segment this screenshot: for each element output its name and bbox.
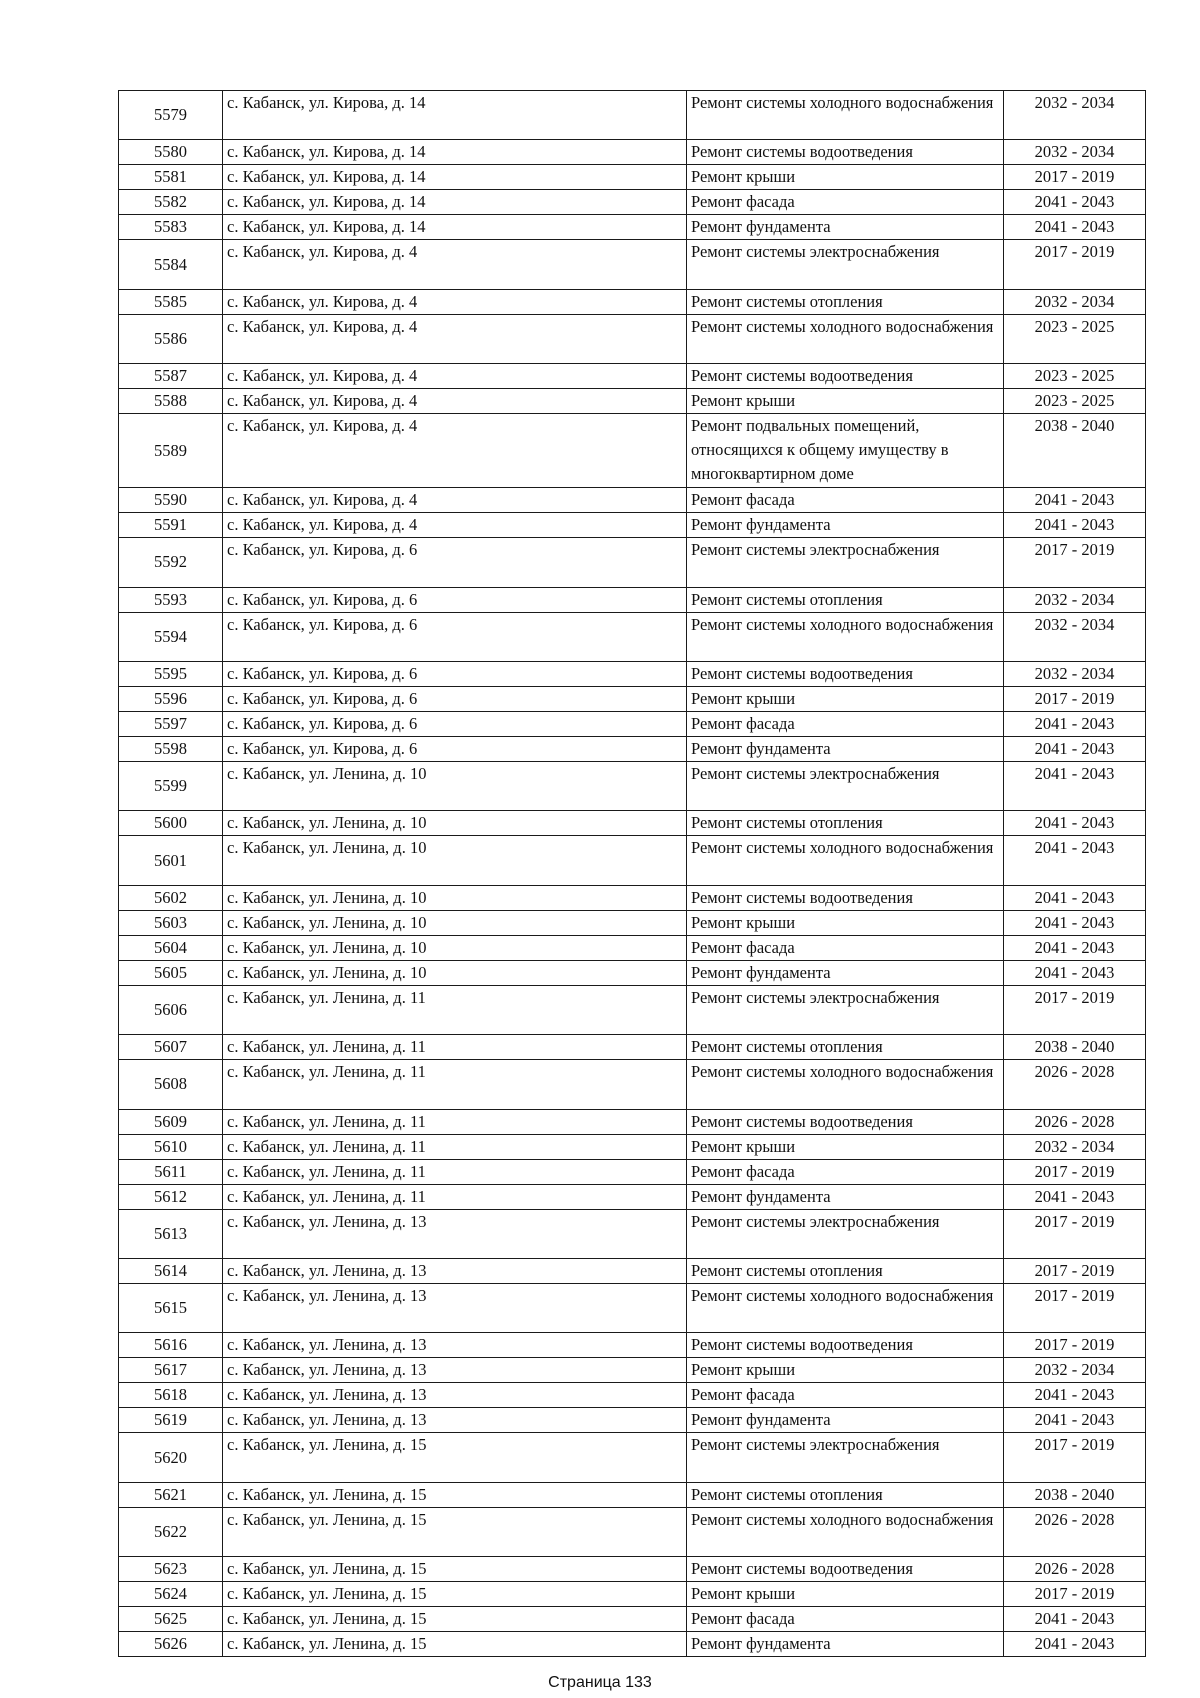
- period-cell: 2041 - 2043: [1004, 960, 1146, 985]
- period-cell: 2041 - 2043: [1004, 935, 1146, 960]
- row-number-cell: 5606: [119, 985, 223, 1034]
- address-cell: с. Кабанск, ул. Ленина, д. 11: [223, 1184, 687, 1209]
- work-type-cell: Ремонт фундамента: [687, 1184, 1004, 1209]
- document-page: [118, 90, 1145, 1657]
- period-cell: 2032 - 2034: [1004, 662, 1146, 687]
- table-row: [119, 215, 1146, 240]
- table-row: [119, 687, 1146, 712]
- period-cell: 2041 - 2043: [1004, 762, 1146, 811]
- work-type-cell: Ремонт фундамента: [687, 215, 1004, 240]
- address-cell: с. Кабанск, ул. Кирова, д. 4: [223, 513, 687, 538]
- work-type-cell: Ремонт системы водоотведения: [687, 662, 1004, 687]
- row-number-cell: 5590: [119, 488, 223, 513]
- work-type-cell: Ремонт системы электроснабжения: [687, 762, 1004, 811]
- row-number-cell: 5601: [119, 836, 223, 885]
- row-number-cell: 5579: [119, 91, 223, 140]
- table-row: [119, 910, 1146, 935]
- table-row: [119, 935, 1146, 960]
- address-cell: с. Кабанск, ул. Кирова, д. 6: [223, 612, 687, 661]
- work-type-cell: Ремонт системы водоотведения: [687, 885, 1004, 910]
- period-cell: 2023 - 2025: [1004, 314, 1146, 363]
- work-type-cell: Ремонт системы водоотведения: [687, 364, 1004, 389]
- address-cell: с. Кабанск, ул. Ленина, д. 15: [223, 1482, 687, 1507]
- row-number-cell: 5597: [119, 712, 223, 737]
- row-number-cell: 5621: [119, 1482, 223, 1507]
- table-row: [119, 538, 1146, 587]
- row-number-cell: 5587: [119, 364, 223, 389]
- period-cell: 2032 - 2034: [1004, 1358, 1146, 1383]
- address-cell: с. Кабанск, ул. Ленина, д. 10: [223, 811, 687, 836]
- period-cell: 2041 - 2043: [1004, 1632, 1146, 1657]
- row-number-cell: 5582: [119, 190, 223, 215]
- work-type-cell: Ремонт фасада: [687, 935, 1004, 960]
- period-cell: 2038 - 2040: [1004, 414, 1146, 488]
- row-number-cell: 5620: [119, 1433, 223, 1482]
- table-row: [119, 364, 1146, 389]
- period-cell: 2041 - 2043: [1004, 513, 1146, 538]
- address-cell: с. Кабанск, ул. Кирова, д. 6: [223, 687, 687, 712]
- table-row: [119, 91, 1146, 140]
- table-row: [119, 1259, 1146, 1284]
- work-type-cell: Ремонт системы водоотведения: [687, 1333, 1004, 1358]
- row-number-cell: 5611: [119, 1159, 223, 1184]
- period-cell: 2023 - 2025: [1004, 364, 1146, 389]
- address-cell: с. Кабанск, ул. Ленина, д. 15: [223, 1632, 687, 1657]
- row-number-cell: 5622: [119, 1507, 223, 1556]
- period-cell: 2017 - 2019: [1004, 1333, 1146, 1358]
- table-row: [119, 389, 1146, 414]
- period-cell: 2023 - 2025: [1004, 389, 1146, 414]
- table-row: [119, 165, 1146, 190]
- row-number-cell: 5624: [119, 1582, 223, 1607]
- address-cell: с. Кабанск, ул. Ленина, д. 11: [223, 985, 687, 1034]
- table-row: [119, 985, 1146, 1034]
- address-cell: с. Кабанск, ул. Ленина, д. 15: [223, 1607, 687, 1632]
- work-type-cell: Ремонт системы отопления: [687, 587, 1004, 612]
- period-cell: 2032 - 2034: [1004, 140, 1146, 165]
- period-cell: 2026 - 2028: [1004, 1109, 1146, 1134]
- row-number-cell: 5602: [119, 885, 223, 910]
- work-type-cell: Ремонт системы водоотведения: [687, 1109, 1004, 1134]
- work-type-cell: Ремонт фасада: [687, 488, 1004, 513]
- address-cell: с. Кабанск, ул. Ленина, д. 10: [223, 935, 687, 960]
- work-type-cell: Ремонт системы холодного водоснабжения: [687, 612, 1004, 661]
- address-cell: с. Кабанск, ул. Ленина, д. 11: [223, 1159, 687, 1184]
- work-type-cell: Ремонт системы отопления: [687, 1482, 1004, 1507]
- period-cell: 2041 - 2043: [1004, 836, 1146, 885]
- row-number-cell: 5619: [119, 1408, 223, 1433]
- row-number-cell: 5605: [119, 960, 223, 985]
- address-cell: с. Кабанск, ул. Кирова, д. 6: [223, 712, 687, 737]
- work-type-cell: Ремонт системы холодного водоснабжения: [687, 1284, 1004, 1333]
- table-row: [119, 712, 1146, 737]
- table-row: [119, 414, 1146, 488]
- period-cell: 2032 - 2034: [1004, 91, 1146, 140]
- work-type-cell: Ремонт системы электроснабжения: [687, 1209, 1004, 1258]
- address-cell: с. Кабанск, ул. Ленина, д. 15: [223, 1433, 687, 1482]
- table-row: [119, 1507, 1146, 1556]
- period-cell: 2041 - 2043: [1004, 190, 1146, 215]
- address-cell: с. Кабанск, ул. Ленина, д. 13: [223, 1259, 687, 1284]
- row-number-cell: 5616: [119, 1333, 223, 1358]
- period-cell: 2032 - 2034: [1004, 1134, 1146, 1159]
- row-number-cell: 5626: [119, 1632, 223, 1657]
- address-cell: с. Кабанск, ул. Ленина, д. 13: [223, 1408, 687, 1433]
- work-type-cell: Ремонт крыши: [687, 165, 1004, 190]
- table-row: [119, 1582, 1146, 1607]
- table-row: [119, 612, 1146, 661]
- row-number-cell: 5586: [119, 314, 223, 363]
- address-cell: с. Кабанск, ул. Кирова, д. 4: [223, 289, 687, 314]
- row-number-cell: 5604: [119, 935, 223, 960]
- period-cell: 2041 - 2043: [1004, 885, 1146, 910]
- period-cell: 2017 - 2019: [1004, 240, 1146, 289]
- row-number-cell: 5581: [119, 165, 223, 190]
- row-number-cell: 5610: [119, 1134, 223, 1159]
- table-row: [119, 885, 1146, 910]
- table-row: [119, 836, 1146, 885]
- period-cell: 2041 - 2043: [1004, 1607, 1146, 1632]
- address-cell: с. Кабанск, ул. Кирова, д. 4: [223, 240, 687, 289]
- address-cell: с. Кабанск, ул. Кирова, д. 4: [223, 314, 687, 363]
- period-cell: 2041 - 2043: [1004, 1408, 1146, 1433]
- period-cell: 2032 - 2034: [1004, 587, 1146, 612]
- address-cell: с. Кабанск, ул. Ленина, д. 15: [223, 1557, 687, 1582]
- work-type-cell: Ремонт крыши: [687, 1358, 1004, 1383]
- address-cell: с. Кабанск, ул. Кирова, д. 6: [223, 737, 687, 762]
- row-number-cell: 5594: [119, 612, 223, 661]
- row-number-cell: 5607: [119, 1035, 223, 1060]
- work-type-cell: Ремонт фундамента: [687, 1632, 1004, 1657]
- work-type-cell: Ремонт фасада: [687, 712, 1004, 737]
- table-row: [119, 1060, 1146, 1109]
- address-cell: с. Кабанск, ул. Ленина, д. 13: [223, 1383, 687, 1408]
- address-cell: с. Кабанск, ул. Кирова, д. 4: [223, 414, 687, 488]
- table-row: [119, 289, 1146, 314]
- work-type-cell: Ремонт системы отопления: [687, 811, 1004, 836]
- row-number-cell: 5593: [119, 587, 223, 612]
- work-type-cell: Ремонт системы отопления: [687, 289, 1004, 314]
- table-row: [119, 811, 1146, 836]
- table-row: [119, 1284, 1146, 1333]
- work-type-cell: Ремонт крыши: [687, 687, 1004, 712]
- work-type-cell: Ремонт системы холодного водоснабжения: [687, 314, 1004, 363]
- work-type-cell: Ремонт фундамента: [687, 737, 1004, 762]
- table-row: [119, 960, 1146, 985]
- work-type-cell: Ремонт системы электроснабжения: [687, 985, 1004, 1034]
- row-number-cell: 5625: [119, 1607, 223, 1632]
- table-row: [119, 762, 1146, 811]
- address-cell: с. Кабанск, ул. Ленина, д. 13: [223, 1209, 687, 1258]
- work-type-cell: Ремонт фундамента: [687, 513, 1004, 538]
- address-cell: с. Кабанск, ул. Кирова, д. 14: [223, 140, 687, 165]
- work-type-cell: Ремонт крыши: [687, 910, 1004, 935]
- table-row: [119, 1358, 1146, 1383]
- period-cell: 2017 - 2019: [1004, 538, 1146, 587]
- address-cell: с. Кабанск, ул. Ленина, д. 10: [223, 910, 687, 935]
- table-row: [119, 1632, 1146, 1657]
- row-number-cell: 5589: [119, 414, 223, 488]
- work-type-cell: Ремонт подвальных помещений, относящихся к общему имуществу в многоквартирном доме: [687, 414, 1004, 488]
- table-row: [119, 488, 1146, 513]
- table-row: [119, 737, 1146, 762]
- row-number-cell: 5599: [119, 762, 223, 811]
- period-cell: 2017 - 2019: [1004, 165, 1146, 190]
- row-number-cell: 5583: [119, 215, 223, 240]
- row-number-cell: 5591: [119, 513, 223, 538]
- row-number-cell: 5623: [119, 1557, 223, 1582]
- row-number-cell: 5603: [119, 910, 223, 935]
- period-cell: 2017 - 2019: [1004, 1259, 1146, 1284]
- work-type-cell: Ремонт фасада: [687, 1607, 1004, 1632]
- table-row: [119, 1383, 1146, 1408]
- address-cell: с. Кабанск, ул. Кирова, д. 14: [223, 91, 687, 140]
- table-body: [119, 91, 1146, 1657]
- address-cell: с. Кабанск, ул. Ленина, д. 13: [223, 1358, 687, 1383]
- period-cell: 2041 - 2043: [1004, 215, 1146, 240]
- table-row: [119, 662, 1146, 687]
- period-cell: 2017 - 2019: [1004, 985, 1146, 1034]
- row-number-cell: 5592: [119, 538, 223, 587]
- row-number-cell: 5598: [119, 737, 223, 762]
- period-cell: 2041 - 2043: [1004, 712, 1146, 737]
- period-cell: 2017 - 2019: [1004, 687, 1146, 712]
- repair-schedule-table: [118, 90, 1146, 1657]
- address-cell: с. Кабанск, ул. Ленина, д. 11: [223, 1134, 687, 1159]
- work-type-cell: Ремонт системы холодного водоснабжения: [687, 91, 1004, 140]
- table-row: [119, 1184, 1146, 1209]
- period-cell: 2038 - 2040: [1004, 1482, 1146, 1507]
- work-type-cell: Ремонт фундамента: [687, 960, 1004, 985]
- period-cell: 2026 - 2028: [1004, 1060, 1146, 1109]
- row-number-cell: 5618: [119, 1383, 223, 1408]
- table-row: [119, 1159, 1146, 1184]
- table-row: [119, 1408, 1146, 1433]
- row-number-cell: 5615: [119, 1284, 223, 1333]
- address-cell: с. Кабанск, ул. Ленина, д. 10: [223, 885, 687, 910]
- address-cell: с. Кабанск, ул. Кирова, д. 6: [223, 538, 687, 587]
- address-cell: с. Кабанск, ул. Ленина, д. 15: [223, 1507, 687, 1556]
- table-row: [119, 1557, 1146, 1582]
- table-row: [119, 1035, 1146, 1060]
- row-number-cell: 5580: [119, 140, 223, 165]
- work-type-cell: Ремонт фасада: [687, 1159, 1004, 1184]
- address-cell: с. Кабанск, ул. Ленина, д. 10: [223, 836, 687, 885]
- row-number-cell: 5609: [119, 1109, 223, 1134]
- work-type-cell: Ремонт фасада: [687, 1383, 1004, 1408]
- table-row: [119, 190, 1146, 215]
- row-number-cell: 5612: [119, 1184, 223, 1209]
- address-cell: с. Кабанск, ул. Кирова, д. 14: [223, 190, 687, 215]
- row-number-cell: 5595: [119, 662, 223, 687]
- table-row: [119, 140, 1146, 165]
- period-cell: 2041 - 2043: [1004, 488, 1146, 513]
- period-cell: 2026 - 2028: [1004, 1507, 1146, 1556]
- period-cell: 2017 - 2019: [1004, 1159, 1146, 1184]
- period-cell: 2041 - 2043: [1004, 811, 1146, 836]
- address-cell: с. Кабанск, ул. Кирова, д. 6: [223, 587, 687, 612]
- row-number-cell: 5614: [119, 1259, 223, 1284]
- address-cell: с. Кабанск, ул. Кирова, д. 4: [223, 389, 687, 414]
- table-row: [119, 1109, 1146, 1134]
- period-cell: 2017 - 2019: [1004, 1209, 1146, 1258]
- row-number-cell: 5617: [119, 1358, 223, 1383]
- row-number-cell: 5608: [119, 1060, 223, 1109]
- work-type-cell: Ремонт системы холодного водоснабжения: [687, 836, 1004, 885]
- table-row: [119, 1134, 1146, 1159]
- work-type-cell: Ремонт крыши: [687, 1134, 1004, 1159]
- period-cell: 2041 - 2043: [1004, 737, 1146, 762]
- address-cell: с. Кабанск, ул. Ленина, д. 10: [223, 762, 687, 811]
- period-cell: 2026 - 2028: [1004, 1557, 1146, 1582]
- address-cell: с. Кабанск, ул. Кирова, д. 6: [223, 662, 687, 687]
- period-cell: 2017 - 2019: [1004, 1433, 1146, 1482]
- row-number-cell: 5613: [119, 1209, 223, 1258]
- table-row: [119, 1209, 1146, 1258]
- address-cell: с. Кабанск, ул. Ленина, д. 13: [223, 1333, 687, 1358]
- row-number-cell: 5585: [119, 289, 223, 314]
- work-type-cell: Ремонт системы холодного водоснабжения: [687, 1507, 1004, 1556]
- period-cell: 2041 - 2043: [1004, 1184, 1146, 1209]
- period-cell: 2041 - 2043: [1004, 1383, 1146, 1408]
- work-type-cell: Ремонт крыши: [687, 1582, 1004, 1607]
- table-row: [119, 1333, 1146, 1358]
- address-cell: с. Кабанск, ул. Кирова, д. 4: [223, 364, 687, 389]
- work-type-cell: Ремонт крыши: [687, 389, 1004, 414]
- address-cell: с. Кабанск, ул. Кирова, д. 4: [223, 488, 687, 513]
- period-cell: 2032 - 2034: [1004, 612, 1146, 661]
- table-row: [119, 314, 1146, 363]
- table-row: [119, 587, 1146, 612]
- row-number-cell: 5600: [119, 811, 223, 836]
- work-type-cell: Ремонт системы электроснабжения: [687, 1433, 1004, 1482]
- work-type-cell: Ремонт системы электроснабжения: [687, 538, 1004, 587]
- row-number-cell: 5588: [119, 389, 223, 414]
- address-cell: с. Кабанск, ул. Ленина, д. 11: [223, 1109, 687, 1134]
- address-cell: с. Кабанск, ул. Ленина, д. 11: [223, 1035, 687, 1060]
- period-cell: 2032 - 2034: [1004, 289, 1146, 314]
- work-type-cell: Ремонт системы водоотведения: [687, 1557, 1004, 1582]
- table-row: [119, 1433, 1146, 1482]
- address-cell: с. Кабанск, ул. Кирова, д. 14: [223, 215, 687, 240]
- period-cell: 2041 - 2043: [1004, 910, 1146, 935]
- work-type-cell: Ремонт системы отопления: [687, 1035, 1004, 1060]
- period-cell: 2038 - 2040: [1004, 1035, 1146, 1060]
- work-type-cell: Ремонт фундамента: [687, 1408, 1004, 1433]
- address-cell: с. Кабанск, ул. Кирова, д. 14: [223, 165, 687, 190]
- address-cell: с. Кабанск, ул. Ленина, д. 11: [223, 1060, 687, 1109]
- work-type-cell: Ремонт фасада: [687, 190, 1004, 215]
- work-type-cell: Ремонт системы водоотведения: [687, 140, 1004, 165]
- table-row: [119, 240, 1146, 289]
- address-cell: с. Кабанск, ул. Ленина, д. 10: [223, 960, 687, 985]
- table-row: [119, 1482, 1146, 1507]
- page-number: Страница 133: [548, 1674, 652, 1691]
- work-type-cell: Ремонт системы холодного водоснабжения: [687, 1060, 1004, 1109]
- period-cell: 2017 - 2019: [1004, 1582, 1146, 1607]
- row-number-cell: 5584: [119, 240, 223, 289]
- address-cell: с. Кабанск, ул. Ленина, д. 13: [223, 1284, 687, 1333]
- work-type-cell: Ремонт системы отопления: [687, 1259, 1004, 1284]
- period-cell: 2017 - 2019: [1004, 1284, 1146, 1333]
- table-row: [119, 513, 1146, 538]
- table-row: [119, 1607, 1146, 1632]
- work-type-cell: Ремонт системы электроснабжения: [687, 240, 1004, 289]
- row-number-cell: 5596: [119, 687, 223, 712]
- address-cell: с. Кабанск, ул. Ленина, д. 15: [223, 1582, 687, 1607]
